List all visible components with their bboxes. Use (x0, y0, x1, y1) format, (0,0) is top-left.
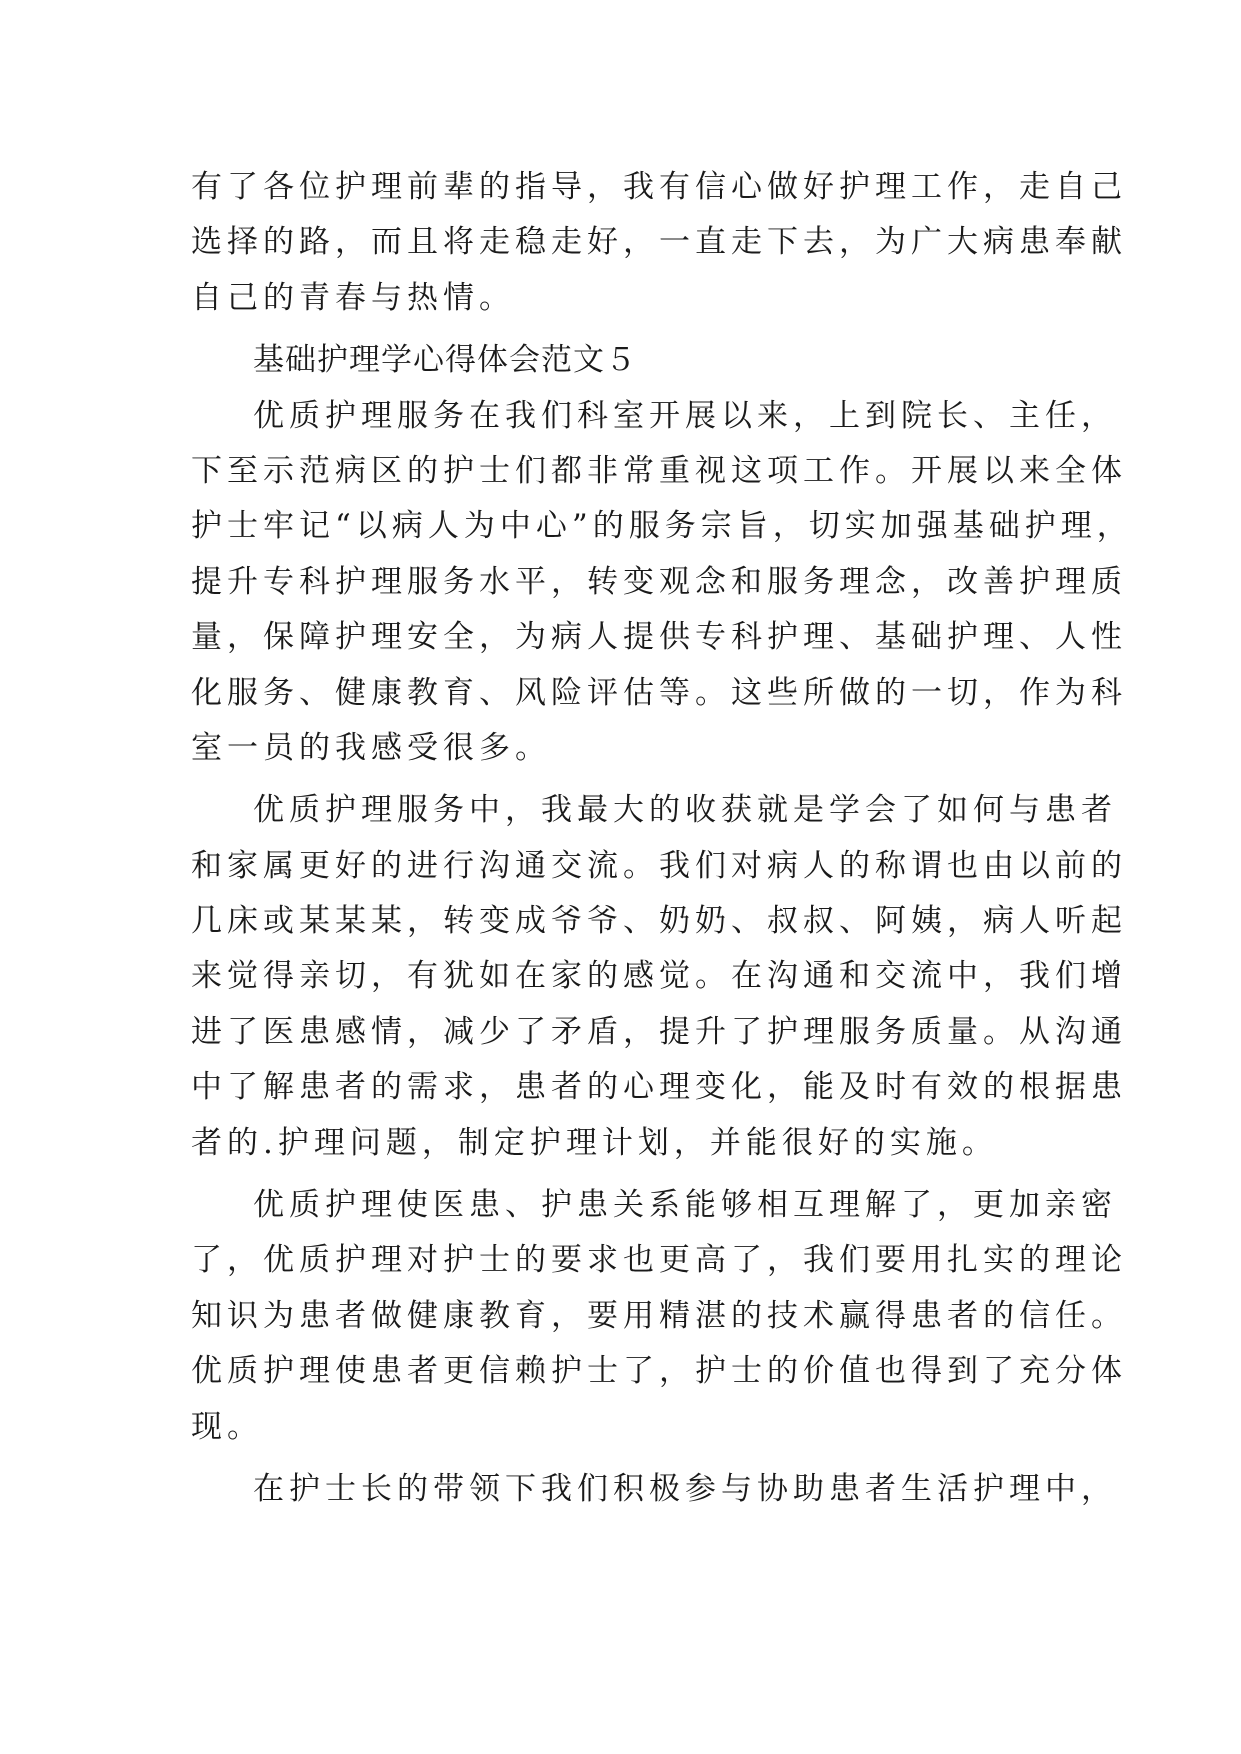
document-body (191, 160, 1133, 1517)
text-line: 下至示范病区的护士们都非常重视这项工作。开展以来全体 (191, 452, 1127, 489)
paragraph (191, 389, 1133, 777)
text-line: 者的.护理问题，制定护理计划，并能很好的实施。 (191, 1124, 998, 1161)
text-line: 中了解患者的需求，患者的心理变化，能及时有效的根据患 (191, 1069, 1127, 1106)
text-line: 进了医患感情，减少了矛盾，提升了护理服务质量。从沟通 (191, 1013, 1127, 1050)
paragraph (191, 1462, 1117, 1517)
text-line: 知识为患者做健康教育，要用精湛的技术赢得患者的信任。 (191, 1297, 1127, 1334)
section-heading-block (191, 333, 1071, 388)
text-line: 选择的路，而且将走稳走好，一直走下去，为广大病患奉献 (191, 224, 1127, 261)
text-line: 现。 (191, 1408, 263, 1445)
text-line: 自己的青春与热情。 (191, 279, 515, 316)
text-line: 室一员的我感受很多。 (191, 729, 551, 766)
text-line: 量，保障护理安全，为病人提供专科护理、基础护理、人性 (191, 619, 1127, 656)
text-line: 了，优质护理对护士的要求也更高了，我们要用扎实的理论 (191, 1242, 1127, 1279)
text-line: 和家属更好的进行沟通交流。我们对病人的称谓也由以前的 (191, 847, 1127, 884)
text-line: 几床或某某某，转变成爷爷、奶奶、叔叔、阿姨，病人听起 (191, 903, 1127, 940)
text-line: 来觉得亲切，有犹如在家的感觉。在沟通和交流中，我们增 (191, 958, 1127, 995)
text-line: 优质护理使患者更信赖护士了，护士的价值也得到了充分体 (191, 1353, 1127, 1390)
text-line: 护士牢记“以病人为中心”的服务宗旨，切实加强基础护理， (191, 508, 1133, 545)
text-line: 优质护理服务在我们科室开展以来，上到院长、主任， (253, 397, 1117, 434)
text-line: 优质护理使医患、护患关系能够相互理解了，更加亲密 (253, 1187, 1117, 1224)
paragraph (191, 1178, 1127, 1455)
text-line: 有了各位护理前辈的指导，我有信心做好护理工作，走自己 (191, 169, 1127, 205)
section-heading: 基础护理学心得体会范文５ (253, 342, 637, 379)
paragraph (191, 783, 1127, 1171)
paragraph (191, 160, 1127, 326)
text-line: 优质护理服务中，我最大的收获就是学会了如何与患者 (253, 792, 1117, 829)
text-line: 提升专科护理服务水平，转变观念和服务理念，改善护理质 (191, 563, 1127, 600)
text-line: 在护士长的带领下我们积极参与协助患者生活护理中， (253, 1470, 1117, 1507)
text-line: 化服务、健康教育、风险评估等。这些所做的一切，作为科 (191, 674, 1127, 711)
